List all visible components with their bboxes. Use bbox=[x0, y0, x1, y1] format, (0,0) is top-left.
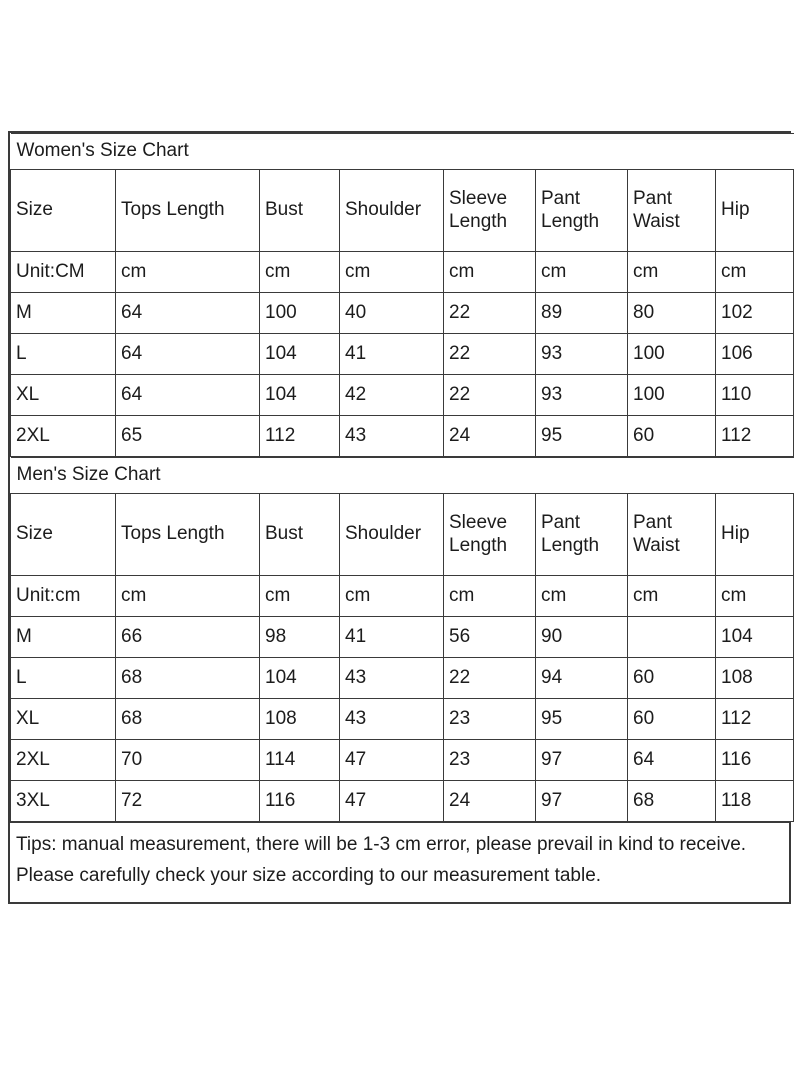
mens-unit-bust: cm bbox=[260, 576, 340, 617]
cell-hip: 112 bbox=[716, 699, 794, 740]
womens-unit-tops-length: cm bbox=[116, 252, 260, 293]
cell-tops-length: 65 bbox=[116, 416, 260, 457]
womens-title-row bbox=[11, 134, 794, 170]
cell-hip: 108 bbox=[716, 658, 794, 699]
mens-unit-sleeve-length: cm bbox=[444, 576, 536, 617]
cell-size: L bbox=[11, 334, 116, 375]
cell-shoulder: 43 bbox=[340, 658, 444, 699]
cell-hip: 102 bbox=[716, 293, 794, 334]
cell-shoulder: 41 bbox=[340, 334, 444, 375]
cell-pant-length: 97 bbox=[536, 781, 628, 822]
cell-bust: 104 bbox=[260, 334, 340, 375]
cell-bust: 108 bbox=[260, 699, 340, 740]
cell-hip: 112 bbox=[716, 416, 794, 457]
womens-header-bust: Bust bbox=[260, 170, 340, 252]
cell-tops-length: 68 bbox=[116, 699, 260, 740]
womens-unit-sleeve-length: cm bbox=[444, 252, 536, 293]
cell-bust: 104 bbox=[260, 375, 340, 416]
cell-size: L bbox=[11, 658, 116, 699]
mens-header-sleeve-length: Sleeve Length bbox=[444, 494, 536, 576]
cell-shoulder: 43 bbox=[340, 416, 444, 457]
cell-size: M bbox=[11, 617, 116, 658]
cell-bust: 114 bbox=[260, 740, 340, 781]
cell-shoulder: 41 bbox=[340, 617, 444, 658]
cell-pant-waist: 68 bbox=[628, 781, 716, 822]
cell-pant-waist: 60 bbox=[628, 699, 716, 740]
womens-unit-hip: cm bbox=[716, 252, 794, 293]
cell-sleeve-length: 23 bbox=[444, 699, 536, 740]
cell-pant-length: 93 bbox=[536, 334, 628, 375]
cell-tops-length: 64 bbox=[116, 375, 260, 416]
cell-size: 2XL bbox=[11, 740, 116, 781]
womens-unit-pant-length: cm bbox=[536, 252, 628, 293]
womens-header-row bbox=[11, 170, 794, 252]
table-row bbox=[11, 375, 794, 416]
womens-unit-bust: cm bbox=[260, 252, 340, 293]
womens-header-size: Size bbox=[11, 170, 116, 252]
cell-sleeve-length: 23 bbox=[444, 740, 536, 781]
cell-shoulder: 40 bbox=[340, 293, 444, 334]
womens-header-pant-length: Pant Length bbox=[536, 170, 628, 252]
table-row bbox=[11, 699, 794, 740]
womens-unit-shoulder: cm bbox=[340, 252, 444, 293]
table-row bbox=[11, 334, 794, 375]
cell-shoulder: 47 bbox=[340, 781, 444, 822]
mens-header-row bbox=[11, 494, 794, 576]
table-row bbox=[11, 740, 794, 781]
cell-sleeve-length: 24 bbox=[444, 416, 536, 457]
cell-hip: 106 bbox=[716, 334, 794, 375]
cell-pant-length: 94 bbox=[536, 658, 628, 699]
cell-pant-waist: 60 bbox=[628, 416, 716, 457]
tips-line-1: Tips: manual measurement, there will be 1-3 cm error, please prevail in kind to receive. bbox=[16, 834, 747, 855]
cell-tops-length: 72 bbox=[116, 781, 260, 822]
table-row bbox=[11, 658, 794, 699]
tips-note bbox=[10, 822, 789, 902]
size-chart-container bbox=[8, 131, 791, 904]
cell-pant-waist: 64 bbox=[628, 740, 716, 781]
cell-shoulder: 43 bbox=[340, 699, 444, 740]
cell-hip: 104 bbox=[716, 617, 794, 658]
table-row bbox=[11, 416, 794, 457]
cell-tops-length: 64 bbox=[116, 293, 260, 334]
cell-sleeve-length: 22 bbox=[444, 334, 536, 375]
mens-unit-label: Unit:cm bbox=[11, 576, 116, 617]
cell-bust: 112 bbox=[260, 416, 340, 457]
cell-tops-length: 70 bbox=[116, 740, 260, 781]
cell-tops-length: 66 bbox=[116, 617, 260, 658]
cell-shoulder: 42 bbox=[340, 375, 444, 416]
table-row bbox=[11, 781, 794, 822]
womens-unit-pant-waist: cm bbox=[628, 252, 716, 293]
cell-sleeve-length: 22 bbox=[444, 375, 536, 416]
tips-line-2: Please carefully check your size according to our measurement table. bbox=[16, 864, 602, 886]
mens-section-title: Men's Size Chart bbox=[11, 458, 794, 494]
cell-shoulder: 47 bbox=[340, 740, 444, 781]
mens-header-shoulder: Shoulder bbox=[340, 494, 444, 576]
cell-pant-length: 93 bbox=[536, 375, 628, 416]
womens-section-title: Women's Size Chart bbox=[11, 134, 794, 170]
cell-pant-length: 95 bbox=[536, 699, 628, 740]
mens-title-row bbox=[11, 458, 794, 494]
cell-bust: 116 bbox=[260, 781, 340, 822]
cell-bust: 98 bbox=[260, 617, 340, 658]
cell-pant-length: 89 bbox=[536, 293, 628, 334]
cell-size: 3XL bbox=[11, 781, 116, 822]
cell-size: XL bbox=[11, 699, 116, 740]
cell-bust: 104 bbox=[260, 658, 340, 699]
mens-header-tops-length: Tops Length bbox=[116, 494, 260, 576]
cell-bust: 100 bbox=[260, 293, 340, 334]
cell-size: 2XL bbox=[11, 416, 116, 457]
womens-unit-row bbox=[11, 252, 794, 293]
mens-header-pant-length: Pant Length bbox=[536, 494, 628, 576]
mens-header-hip: Hip bbox=[716, 494, 794, 576]
cell-tops-length: 68 bbox=[116, 658, 260, 699]
mens-header-bust: Bust bbox=[260, 494, 340, 576]
mens-size-table bbox=[10, 457, 794, 822]
cell-pant-waist bbox=[628, 617, 716, 658]
cell-hip: 110 bbox=[716, 375, 794, 416]
cell-sleeve-length: 22 bbox=[444, 293, 536, 334]
womens-unit-label: Unit:CM bbox=[11, 252, 116, 293]
mens-unit-shoulder: cm bbox=[340, 576, 444, 617]
cell-hip: 116 bbox=[716, 740, 794, 781]
cell-pant-length: 90 bbox=[536, 617, 628, 658]
cell-pant-length: 95 bbox=[536, 416, 628, 457]
cell-sleeve-length: 24 bbox=[444, 781, 536, 822]
womens-header-tops-length: Tops Length bbox=[116, 170, 260, 252]
mens-unit-pant-waist: cm bbox=[628, 576, 716, 617]
cell-tops-length: 64 bbox=[116, 334, 260, 375]
table-row bbox=[11, 617, 794, 658]
womens-header-hip: Hip bbox=[716, 170, 794, 252]
mens-unit-pant-length: cm bbox=[536, 576, 628, 617]
cell-sleeve-length: 22 bbox=[444, 658, 536, 699]
cell-pant-waist: 100 bbox=[628, 334, 716, 375]
cell-size: XL bbox=[11, 375, 116, 416]
cell-sleeve-length: 56 bbox=[444, 617, 536, 658]
mens-header-pant-waist: Pant Waist bbox=[628, 494, 716, 576]
cell-size: M bbox=[11, 293, 116, 334]
mens-unit-row bbox=[11, 576, 794, 617]
mens-header-size: Size bbox=[11, 494, 116, 576]
womens-size-table bbox=[10, 133, 794, 457]
cell-pant-waist: 80 bbox=[628, 293, 716, 334]
womens-header-sleeve-length: Sleeve Length bbox=[444, 170, 536, 252]
cell-hip: 118 bbox=[716, 781, 794, 822]
mens-unit-tops-length: cm bbox=[116, 576, 260, 617]
womens-header-shoulder: Shoulder bbox=[340, 170, 444, 252]
table-row bbox=[11, 293, 794, 334]
cell-pant-waist: 100 bbox=[628, 375, 716, 416]
cell-pant-waist: 60 bbox=[628, 658, 716, 699]
womens-header-pant-waist: Pant Waist bbox=[628, 170, 716, 252]
mens-unit-hip: cm bbox=[716, 576, 794, 617]
cell-pant-length: 97 bbox=[536, 740, 628, 781]
